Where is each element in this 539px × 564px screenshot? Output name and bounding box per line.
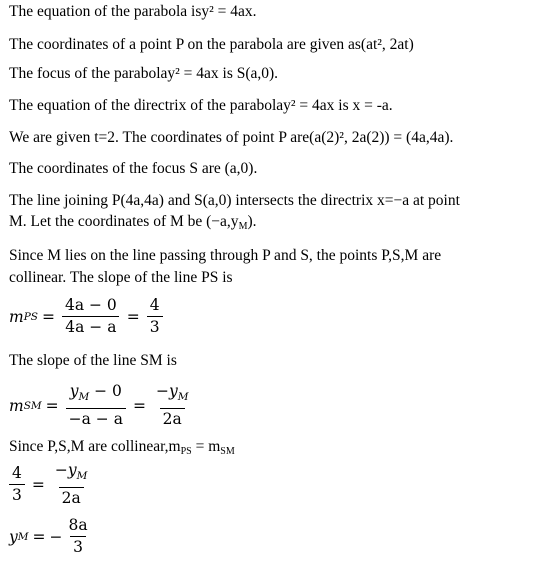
text-close-paren: ). — [247, 213, 257, 230]
eq1-equals-2: = — [126, 307, 140, 326]
equation-slope-sm — [9, 382, 194, 429]
text-given-t: We are given t=2. The coordinates of point P are(a(2)², 2a(2)) = (4a,4a). — [9, 129, 454, 146]
text-since-m-lies: Since M lies on the line passing through P and S, the points P,S,M are — [9, 247, 442, 264]
line-7 — [9, 192, 460, 210]
eq2-num2-y: −y — [155, 382, 178, 400]
eq1-frac-1 — [62, 296, 120, 337]
eq4-frac — [66, 516, 91, 557]
eq2-den2: 2a — [160, 408, 185, 429]
eq3-equals: = — [31, 475, 45, 494]
eq1-den1: 4a − a — [62, 316, 119, 337]
line-6 — [9, 160, 257, 178]
equation-ym — [9, 516, 94, 557]
text-coordinates-m: M. Let the coordinates of M be (−a,y — [9, 213, 239, 230]
eq3-num2-y: −y — [54, 461, 77, 479]
equation-slope-ps — [9, 296, 166, 337]
eq2-lhs: m — [9, 396, 24, 415]
line-4 — [9, 97, 393, 115]
eq2-num1-rest: − 0 — [89, 382, 122, 400]
line-5 — [9, 129, 453, 147]
eq3-den2: 2a — [59, 487, 84, 508]
eq3-den1: 3 — [9, 484, 25, 505]
text-directrix: The equation of the directrix of the parabolay² = 4ax is x = -a. — [9, 97, 393, 114]
eq2-frac-1 — [66, 382, 126, 429]
eq4-equals: = — [32, 527, 46, 546]
eq1-frac-2 — [147, 296, 163, 337]
eq3-frac-2 — [52, 461, 91, 508]
line-1 — [9, 3, 257, 21]
text-since-collinear: Since P,S,M are collinear,m — [9, 438, 181, 455]
eq2-num2 — [153, 382, 192, 408]
text-focus-s: The coordinates of the focus S are (a,0). — [9, 160, 258, 177]
sub-sm: SM — [220, 446, 235, 457]
text-slope-ps: collinear. The slope of the line PS is — [9, 269, 233, 286]
eq2-frac-2 — [153, 382, 192, 429]
equation-collinear — [9, 461, 93, 508]
eq1-equals-1: = — [41, 307, 55, 326]
eq2-num1 — [67, 382, 125, 408]
eq1-num1: 4a − 0 — [64, 296, 117, 314]
text-equals-m: = m — [191, 438, 221, 455]
eq3-num2 — [52, 461, 91, 487]
text-focus-parabola: The focus of the parabolay² = 4ax is S(a,0). — [9, 65, 279, 82]
text-line-joining: The line joining P(4a,4a) and S(a,0) intersects the directrix x=−a at point — [9, 192, 460, 209]
text-slope-sm: The slope of the line SM is — [9, 352, 177, 369]
eq1-lhs-sub: PS — [23, 310, 38, 323]
eq4-num: 8a — [68, 516, 88, 534]
eq2-lhs-sub: SM — [23, 399, 42, 412]
eq2-den1: −a − a — [66, 408, 126, 429]
sub-ps: PS — [180, 446, 192, 457]
eq1-num2: 4 — [149, 296, 160, 314]
eq2-num1-y: y — [69, 382, 79, 400]
eq4-lhs-sub: M — [17, 530, 29, 543]
eq2-num1-sub: M — [78, 391, 90, 403]
text-coordinates-point-p: The coordinates of a point P on the parabola are given as(at², 2at) — [9, 36, 414, 53]
line-10 — [9, 269, 233, 287]
eq1-lhs: m — [9, 307, 24, 326]
eq2-num2-sub: M — [177, 391, 189, 403]
line-3 — [9, 65, 278, 83]
eq4-den: 3 — [70, 536, 86, 557]
eq3-num1: 4 — [12, 464, 22, 482]
sub-m: M — [238, 221, 248, 232]
line-9 — [9, 247, 441, 265]
text-equation-parabola: The equation of the parabola isy² = 4ax. — [9, 3, 257, 20]
eq3-frac-1 — [9, 464, 25, 505]
eq4-minus: − — [49, 527, 63, 546]
line-2 — [9, 36, 414, 54]
eq4-lhs: y — [9, 527, 18, 546]
line-11 — [9, 352, 177, 370]
eq2-equals-1: = — [45, 396, 59, 415]
eq3-num2-sub: M — [76, 470, 88, 482]
eq2-equals-2: = — [132, 396, 146, 415]
eq1-den2: 3 — [147, 316, 163, 337]
line-12 — [9, 438, 235, 456]
line-8 — [9, 213, 257, 231]
